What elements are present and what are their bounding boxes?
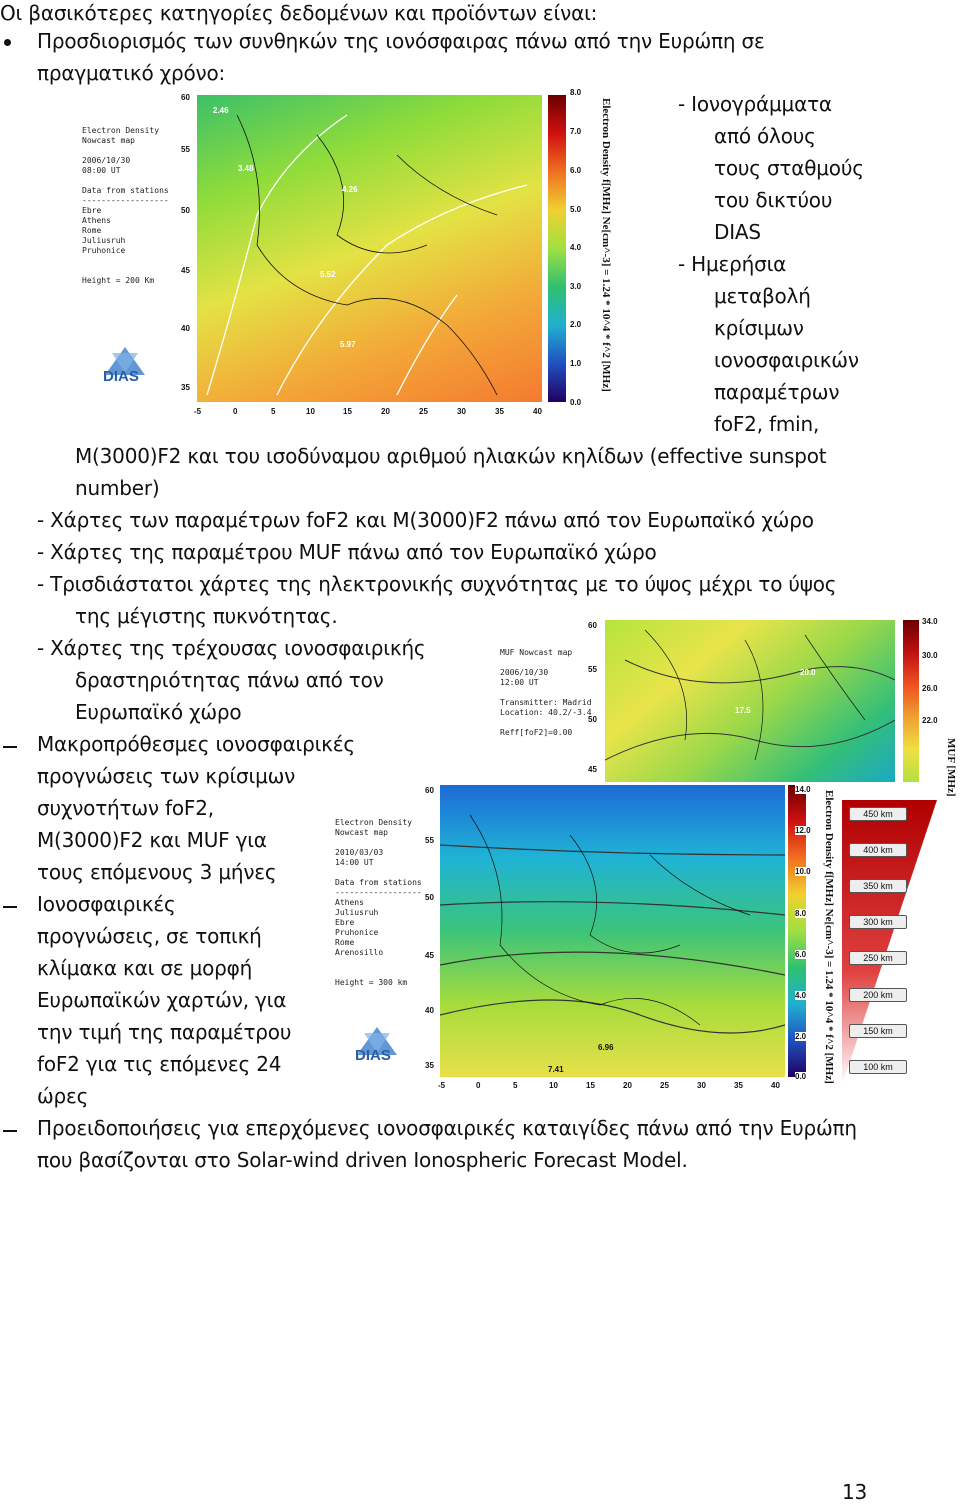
dash-item-line: προγνώσεις, σε τοπική bbox=[37, 924, 262, 948]
right-list-item: DIAS bbox=[714, 220, 761, 244]
map3-cbar-label: Electron Density f[MHz] Ne[cm^-3] = 1.24 * 10^4 * f^2 [MHz] bbox=[823, 790, 835, 1084]
right-list-item: - Ημερήσια bbox=[678, 252, 787, 276]
page-number: 13 bbox=[842, 1480, 868, 1504]
map3-cbar-tick: 10.0 bbox=[795, 867, 811, 876]
map1-lon-tick: 5 bbox=[271, 407, 276, 416]
map3-cbar-tick: 12.0 bbox=[795, 826, 811, 835]
map1-lat-tick: 45 bbox=[181, 266, 190, 275]
map2-image bbox=[605, 620, 895, 782]
map3-cbar-tick: 4.0 bbox=[795, 991, 807, 1000]
map2-cbar-tick: 26.0 bbox=[922, 684, 938, 693]
map3-contour-label: 6.96 bbox=[598, 1043, 614, 1052]
height-label[interactable]: 450 km bbox=[849, 807, 907, 821]
right-list-item: του δικτύου bbox=[714, 188, 833, 212]
map3-cbar-tick: 14.0 bbox=[795, 785, 811, 794]
map1-contour-label: 4.26 bbox=[342, 185, 358, 194]
map3-lon-tick: 15 bbox=[586, 1081, 595, 1090]
dash-item-line: κλίμακα και σε μορφή bbox=[37, 956, 253, 980]
mid-line: Ευρωπαϊκό χώρο bbox=[75, 700, 242, 724]
map2-colorbar bbox=[903, 620, 919, 782]
dash-item-line: προγνώσεις των κρίσιμων bbox=[37, 764, 296, 788]
map1-cbar-tick: 5.0 bbox=[570, 205, 582, 214]
map3-cbar-tick: 0.0 bbox=[795, 1072, 807, 1081]
height-label[interactable]: 400 km bbox=[849, 843, 907, 857]
dash-item-line: ώρες bbox=[37, 1084, 89, 1108]
dash-item-line: συχνοτήτων foF2, bbox=[37, 796, 214, 820]
map1-cbar-tick: 6.0 bbox=[570, 166, 582, 175]
dash-icon bbox=[3, 746, 17, 748]
map3-lon-tick: 25 bbox=[660, 1081, 669, 1090]
dash-item-line: Ιονοσφαιρικές bbox=[37, 892, 176, 916]
map1-contour-label: 2.46 bbox=[213, 106, 229, 115]
map3-lon-tick: 10 bbox=[549, 1081, 558, 1090]
height-label[interactable]: 150 km bbox=[849, 1024, 907, 1038]
map3-lon-tick: 35 bbox=[734, 1081, 743, 1090]
map3-lat-tick: 45 bbox=[425, 951, 434, 960]
dash-item-line: Μακροπρόθεσμες ιονοσφαιρικές bbox=[37, 732, 355, 756]
map1-logo-text: DIAS bbox=[103, 368, 139, 385]
map3-info: Electron Density Nowcast map 2010/03/03 14:00 UT Data from stations ------------------ Athens Juliusruh Ebre Pruhonice Rome Arenosillo Height = 300 km bbox=[335, 818, 422, 987]
mid-line: δραστηριότητας πάνω από τον bbox=[75, 668, 384, 692]
map1-cbar-tick: 4.0 bbox=[570, 243, 582, 252]
map1-cbar-tick: 2.0 bbox=[570, 320, 582, 329]
bullet-icon bbox=[4, 39, 11, 46]
map1-lon-tick: 40 bbox=[533, 407, 542, 416]
map2-info: MUF Nowcast map 2006/10/30 12:00 UT Transmitter: Madrid Location: 40.2/-3.4 Reff[foF2]=0.00 bbox=[500, 648, 592, 737]
dash-icon bbox=[3, 1130, 17, 1132]
dash-icon bbox=[3, 906, 17, 908]
right-list-item: από όλους bbox=[714, 124, 816, 148]
map1-lon-tick: 15 bbox=[343, 407, 352, 416]
height-label[interactable]: 200 km bbox=[849, 988, 907, 1002]
map2-lat-tick: 45 bbox=[588, 765, 597, 774]
map1-lat-tick: 35 bbox=[181, 383, 190, 392]
map1-cbar-tick: 1.0 bbox=[570, 359, 582, 368]
map2-cbar-tick: 30.0 bbox=[922, 651, 938, 660]
map3-lon-tick: 30 bbox=[697, 1081, 706, 1090]
map3-lat-tick: 60 bbox=[425, 786, 434, 795]
dash-item-line: την τιμή της παραμέτρου bbox=[37, 1020, 292, 1044]
right-list-item: μεταβολή bbox=[714, 284, 811, 308]
map1-info: Electron Density Nowcast map 2006/10/30 08:00 UT Data from stations ------------------ Ebre Athens Rome Juliusruh Pruhonice Height = 200 Km bbox=[82, 126, 169, 285]
map1-cbar-tick: 8.0 bbox=[570, 88, 582, 97]
map2-cbar-tick: 34.0 bbox=[922, 617, 938, 626]
map2-contour-label: 20.0 bbox=[800, 668, 816, 677]
dash-item-line: Προειδοποιήσεις για επερχόμενες ιονοσφαιρικές καταιγίδες πάνω από την Ευρώπη bbox=[37, 1116, 857, 1140]
intro-text: Οι βασικότερες κατηγορίες δεδομένων και προϊόντων είναι: bbox=[0, 1, 598, 25]
mid-line: της μέγιστης πυκνότητας. bbox=[75, 604, 338, 628]
map3-cbar-tick: 2.0 bbox=[795, 1032, 807, 1041]
right-list-item: - Ιονογράμματα bbox=[678, 92, 832, 116]
map3-cbar-tick: 8.0 bbox=[795, 909, 807, 918]
dash-item-line: foF2 για τις επόμενες 24 bbox=[37, 1052, 282, 1076]
right-list-item: ιονοσφαιρικών bbox=[714, 348, 859, 372]
map3-lat-tick: 40 bbox=[425, 1006, 434, 1015]
map3-lon-tick: -5 bbox=[438, 1081, 446, 1090]
mid-line: - Τρισδιάστατοι χάρτες της ηλεκτρονικής συχνότητας με το ύψος μέχρι το ύψος bbox=[37, 572, 837, 596]
map2-lat-tick: 50 bbox=[588, 715, 597, 724]
mid-line: - Χάρτες της τρέχουσας ιονοσφαιρικής bbox=[37, 636, 426, 660]
dash-item-line: M(3000)F2 και MUF για bbox=[37, 828, 267, 852]
map3-lon-tick: 40 bbox=[771, 1081, 780, 1090]
dash-item-line: τους επόμενους 3 μήνες bbox=[37, 860, 277, 884]
map2-lat-tick: 60 bbox=[588, 621, 597, 630]
map2-lat-tick: 55 bbox=[588, 665, 597, 674]
right-list-item: κρίσιμων bbox=[714, 316, 804, 340]
map1-image bbox=[197, 95, 542, 402]
map1-contour-label: 3.48 bbox=[238, 164, 254, 173]
bullet1-line2: πραγματικό χρόνο: bbox=[37, 61, 226, 85]
map2-cbar-tick: 22.0 bbox=[922, 716, 938, 725]
map1-cbar-tick: 3.0 bbox=[570, 282, 582, 291]
map1-lat-tick: 60 bbox=[181, 93, 190, 102]
map1-lon-tick: 20 bbox=[381, 407, 390, 416]
map3-cbar-tick: 6.0 bbox=[795, 950, 807, 959]
map3-lon-tick: 5 bbox=[513, 1081, 518, 1090]
height-label[interactable]: 350 km bbox=[849, 879, 907, 893]
map3-lat-tick: 55 bbox=[425, 836, 434, 845]
dash-item-line: Ευρωπαϊκών χαρτών, για bbox=[37, 988, 287, 1012]
map1-cbar-tick: 0.0 bbox=[570, 398, 582, 407]
map1-cbar-label: Electron Density f[MHz] Ne[cm^-3] = 1.24 * 10^4 * f^2 [MHz] bbox=[600, 98, 612, 392]
right-list-item: παραμέτρων bbox=[714, 380, 840, 404]
map1-lon-tick: -5 bbox=[194, 407, 202, 416]
mid-line: M(3000)F2 και του ισοδύναμου αριθμού ηλιακών κηλίδων (effective sunspot bbox=[75, 444, 827, 468]
map1-contour-label: 5.97 bbox=[340, 340, 356, 349]
map1-cbar-tick: 7.0 bbox=[570, 127, 582, 136]
map1-lon-tick: 30 bbox=[457, 407, 466, 416]
map1-lon-tick: 35 bbox=[495, 407, 504, 416]
map1-colorbar bbox=[548, 95, 566, 402]
map3-lon-tick: 20 bbox=[623, 1081, 632, 1090]
map1-lat-tick: 50 bbox=[181, 206, 190, 215]
height-label[interactable]: 250 km bbox=[849, 951, 907, 965]
map1-lat-tick: 55 bbox=[181, 145, 190, 154]
map3-image bbox=[440, 785, 785, 1077]
map2-cbar-label: MUF [MHz] bbox=[945, 738, 957, 797]
map2-contour-label: 17.5 bbox=[735, 706, 751, 715]
map3-contour-label: 7.41 bbox=[548, 1065, 564, 1074]
map1-lon-tick: 25 bbox=[419, 407, 428, 416]
bullet1-line1: Προσδιορισμός των συνθηκών της ιονόσφαιρας πάνω από την Ευρώπη σε bbox=[37, 29, 765, 53]
mid-line: - Χάρτες της παραμέτρου MUF πάνω από τον Ευρωπαϊκό χώρο bbox=[37, 540, 657, 564]
mid-line: number) bbox=[75, 476, 160, 500]
map3-lat-tick: 35 bbox=[425, 1061, 434, 1070]
map1-lon-tick: 0 bbox=[233, 407, 238, 416]
map1-contour-label: 5.52 bbox=[320, 270, 336, 279]
right-list-item: foF2, fmin, bbox=[714, 412, 820, 436]
map3-lat-tick: 50 bbox=[425, 893, 434, 902]
height-label[interactable]: 100 km bbox=[849, 1060, 907, 1074]
map3-logo-text: DIAS bbox=[355, 1047, 391, 1064]
map3-lon-tick: 0 bbox=[476, 1081, 481, 1090]
dash-item-line: που βασίζονται στο Solar-wind driven Ionospheric Forecast Model. bbox=[37, 1148, 688, 1172]
height-label[interactable]: 300 km bbox=[849, 915, 907, 929]
map1-lat-tick: 40 bbox=[181, 324, 190, 333]
right-list-item: τους σταθμούς bbox=[714, 156, 864, 180]
mid-line: - Χάρτες των παραμέτρων foF2 και M(3000)F2 πάνω από τον Ευρωπαϊκό χώρο bbox=[37, 508, 814, 532]
map1-lon-tick: 10 bbox=[306, 407, 315, 416]
